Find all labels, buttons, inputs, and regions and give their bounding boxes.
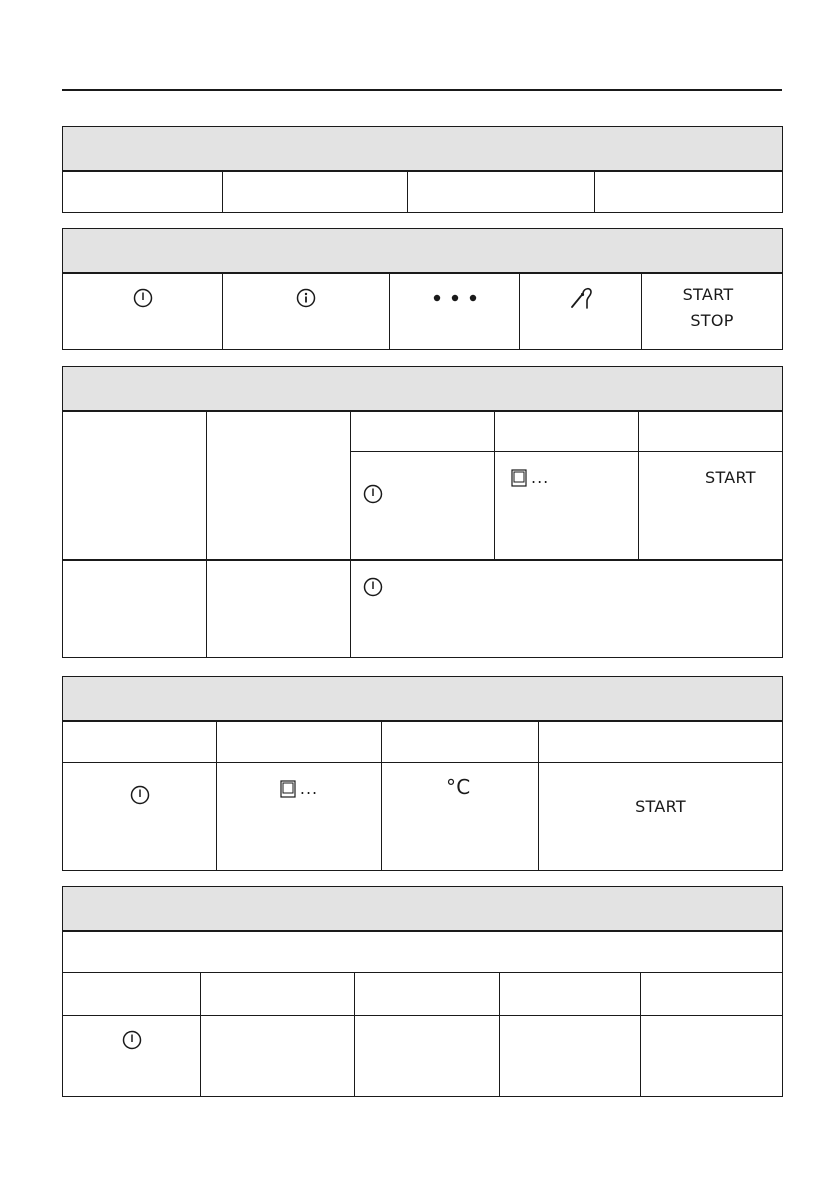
table-cell: [355, 1016, 500, 1097]
table-3: [62, 366, 783, 658]
table-cell: [408, 171, 595, 213]
celsius-icon: °C: [446, 775, 471, 799]
power-icon: [363, 577, 383, 597]
table-cell: [639, 411, 783, 452]
table-cell: [63, 411, 207, 560]
power-note-cell: [351, 560, 783, 658]
power-cell: [351, 452, 495, 560]
start-stop-cell: [642, 273, 783, 350]
table-cell: [63, 931, 783, 973]
table-cell: [641, 1016, 783, 1097]
power-icon: [133, 288, 153, 308]
table-cell: [207, 560, 351, 658]
oven-function-cell: [495, 452, 639, 560]
oven-function-cell: [217, 763, 382, 871]
table-cell: [641, 973, 783, 1016]
top-rule: [62, 89, 782, 91]
table-cell: [63, 560, 207, 658]
table-1: [62, 126, 783, 213]
power-cell: [63, 1016, 201, 1097]
table-cell: [355, 973, 500, 1016]
table-4-header: [63, 677, 783, 721]
start-cell: [539, 763, 783, 871]
meat-probe-icon: [567, 284, 595, 312]
table-cell: [63, 721, 217, 763]
table-cell: [500, 1016, 641, 1097]
table-cell: [500, 973, 641, 1016]
three-dots-icon: [431, 292, 479, 304]
info-icon: [296, 288, 316, 308]
table-cell: [63, 973, 201, 1016]
table-cell: [201, 1016, 355, 1097]
stop-label: STOP: [690, 310, 734, 330]
table-2-header: [63, 229, 783, 273]
power-icon: [363, 484, 383, 504]
table-3-header: [63, 367, 783, 411]
oven-function-icon: [280, 780, 296, 798]
ellipsis: ...: [299, 779, 319, 798]
power-cell: [63, 273, 223, 350]
table-cell: [63, 171, 223, 213]
table-cell: [223, 171, 408, 213]
table-cell: [217, 721, 382, 763]
table-4: [62, 676, 783, 871]
table-cell: [539, 721, 783, 763]
start-label: START: [705, 468, 756, 487]
table-cell: [495, 411, 639, 452]
table-2: [62, 228, 783, 350]
table-cell: [382, 721, 539, 763]
table-cell: [207, 411, 351, 560]
oven-function-icon: [511, 469, 527, 487]
power-icon: [122, 1030, 142, 1050]
start-label: START: [682, 284, 734, 304]
start-label: START: [635, 797, 686, 816]
power-cell: [63, 763, 217, 871]
power-icon: [130, 785, 150, 805]
table-cell: [351, 411, 495, 452]
start-cell: [639, 452, 783, 560]
temperature-cell: [382, 763, 539, 871]
table-cell: [201, 973, 355, 1016]
table-5-header: [63, 887, 783, 931]
info-cell: [223, 273, 390, 350]
table-cell: [595, 171, 783, 213]
table-5: [62, 886, 783, 1097]
table-1-header: [63, 127, 783, 171]
options-cell: [390, 273, 520, 350]
probe-cell: [520, 273, 642, 350]
ellipsis: ...: [531, 468, 550, 487]
